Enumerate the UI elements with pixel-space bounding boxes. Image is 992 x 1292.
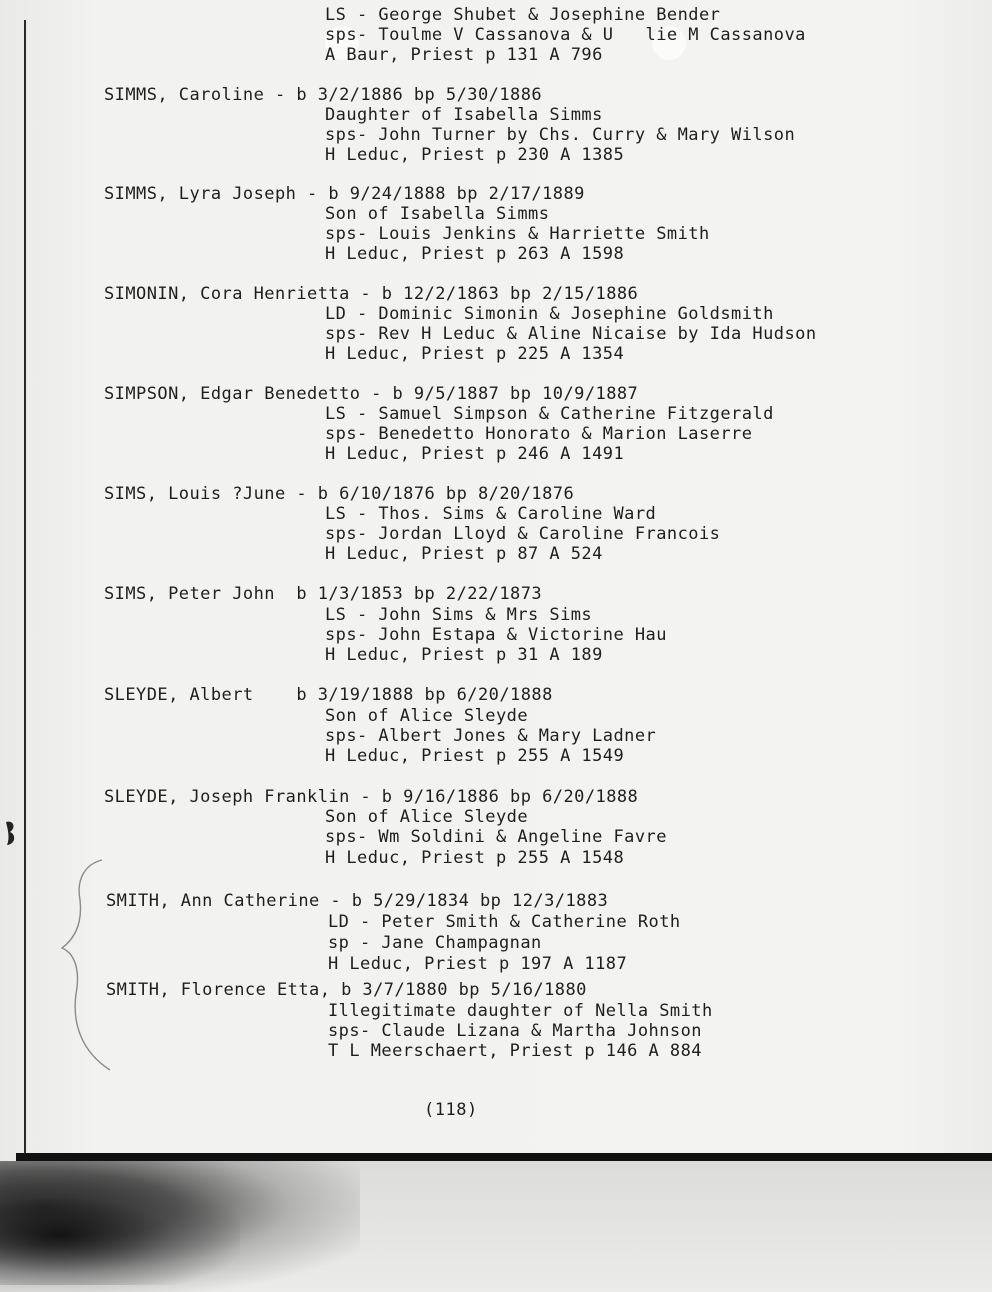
entry-detail: Son of Alice Sleyde	[325, 706, 529, 726]
scan-smudge-dark	[0, 1175, 240, 1285]
entry-detail: Illegitimate daughter of Nella Smith	[328, 1001, 713, 1021]
entry-head: SLEYDE, Albert b 3/19/1888 bp 6/20/1888	[104, 685, 553, 705]
entry-head: SIMMS, Caroline - b 3/2/1886 bp 5/30/1886	[104, 85, 543, 105]
entry-detail: H Leduc, Priest p 246 A 1491	[325, 444, 625, 464]
top-entry-line-1: LS - George Shubet & Josephine Bender	[325, 5, 721, 25]
entry-detail: sps- Albert Jones & Mary Ladner	[325, 726, 657, 746]
entry-detail: sps- Benedetto Honorato & Marion Laserre	[325, 424, 753, 444]
entry-head: SMITH, Ann Catherine - b 5/29/1834 bp 12/3/1883	[106, 891, 609, 911]
entry-detail: sps- Wm Soldini & Angeline Favre	[325, 827, 667, 847]
entry-detail: sps- Claude Lizana & Martha Johnson	[328, 1021, 702, 1041]
entry-detail: sps- John Estapa & Victorine Hau	[325, 625, 667, 645]
left-margin-rule	[24, 20, 26, 1160]
entry-detail: LD - Peter Smith & Catherine Roth	[328, 912, 681, 932]
entry-detail: sp - Jane Champagnan	[328, 933, 542, 953]
entry-head: SIMS, Peter John b 1/3/1853 bp 2/22/1873	[104, 584, 543, 604]
entry-detail: H Leduc, Priest p 87 A 524	[325, 544, 603, 564]
entry-detail: H Leduc, Priest p 197 A 1187	[328, 954, 628, 974]
page-bottom-edge	[16, 1153, 992, 1161]
top-entry-line-3: A Baur, Priest p 131 A 796	[325, 45, 603, 65]
entry-detail: LS - Samuel Simpson & Catherine Fitzgerald	[325, 404, 774, 424]
entry-head: SIMONIN, Cora Henrietta - b 12/2/1863 bp 2/15/1886	[104, 284, 639, 304]
entry-head: SIMPSON, Edgar Benedetto - b 9/5/1887 bp 10/9/1887	[104, 384, 639, 404]
entry-detail: H Leduc, Priest p 225 A 1354	[325, 344, 625, 364]
entry-detail: sps- Rev H Leduc & Aline Nicaise by Ida Hudson	[325, 324, 817, 344]
entry-detail: T L Meerschaert, Priest p 146 A 884	[328, 1041, 702, 1061]
entry-detail: H Leduc, Priest p 230 A 1385	[325, 145, 625, 165]
entry-detail: Daughter of Isabella Simms	[325, 105, 603, 125]
entry-head: SLEYDE, Joseph Franklin - b 9/16/1886 bp 6/20/1888	[104, 787, 639, 807]
entry-detail: sps- Jordan Lloyd & Caroline Francois	[325, 524, 721, 544]
entry-detail: sps- Louis Jenkins & Harriette Smith	[325, 224, 710, 244]
entry-detail: H Leduc, Priest p 255 A 1548	[325, 848, 625, 868]
entry-detail: Son of Alice Sleyde	[325, 807, 529, 827]
entry-detail: H Leduc, Priest p 255 A 1549	[325, 746, 625, 766]
entry-detail: H Leduc, Priest p 31 A 189	[325, 645, 603, 665]
entry-detail: H Leduc, Priest p 263 A 1598	[325, 244, 625, 264]
entry-detail: Son of Isabella Simms	[325, 204, 550, 224]
entry-detail: LS - John Sims & Mrs Sims	[325, 605, 593, 625]
entry-head: SMITH, Florence Etta, b 3/7/1880 bp 5/16/1880	[106, 980, 587, 1000]
entry-detail: sps- John Turner by Chs. Curry & Mary Wilson	[325, 125, 796, 145]
entry-detail: LS - Thos. Sims & Caroline Ward	[325, 504, 657, 524]
entry-head: SIMMS, Lyra Joseph - b 9/24/1888 bp 2/17/1889	[104, 184, 585, 204]
entry-head: SIMS, Louis ?June - b 6/10/1876 bp 8/20/1876	[104, 484, 575, 504]
handwritten-brace	[58, 856, 114, 1076]
top-entry-line-2: sps- Toulme V Cassanova & U lie M Cassanova	[325, 25, 806, 45]
entry-detail: LD - Dominic Simonin & Josephine Goldsmith	[325, 304, 774, 324]
edge-ink-mark	[4, 818, 18, 848]
page-number: (118)	[424, 1100, 478, 1120]
